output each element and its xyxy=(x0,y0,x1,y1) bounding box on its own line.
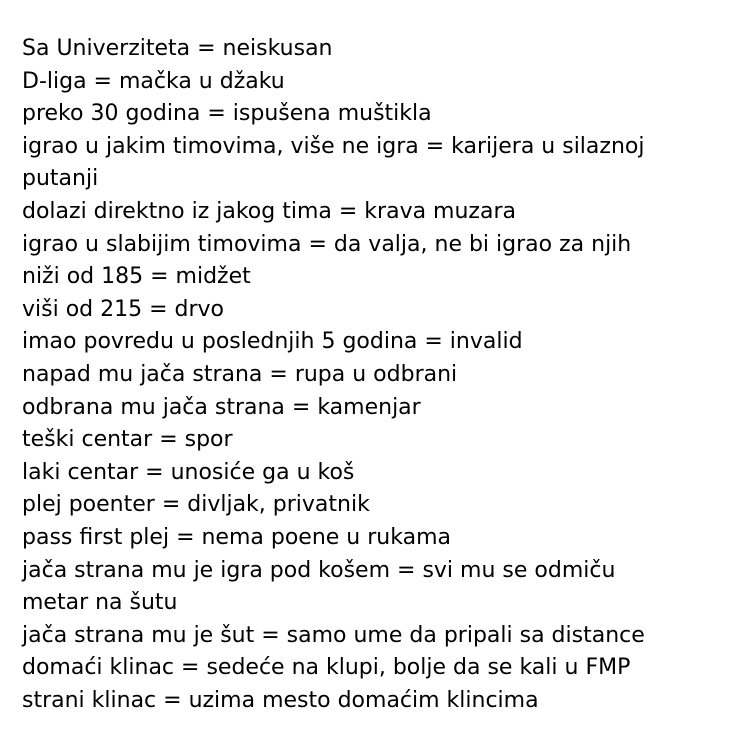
text-line: igrao u slabijim timovima = da valja, ne bi igrao za njih xyxy=(22,231,632,257)
text-line: preko 30 godina = ispušena muštikla xyxy=(22,101,432,127)
text-list xyxy=(22,33,737,717)
text-line: odbrana mu jača strana = kamenjar xyxy=(22,394,421,420)
text-line: napad mu jača strana = rupa u odbrani xyxy=(22,361,458,387)
text-line: laki centar = unosiće ga u koš xyxy=(22,459,355,485)
text-line: putanji xyxy=(22,166,99,192)
text-line: jača strana mu je igra pod košem = svi mu se odmiču xyxy=(22,557,616,583)
text-line: jača strana mu je šut = samo ume da pripali sa distance xyxy=(22,622,645,648)
text-line: pass first plej = nema poene u rukama xyxy=(22,524,451,550)
text-line: domaći klinac = sedeće na klupi, bolje da se kali u FMP xyxy=(22,655,631,681)
text-line: metar na šutu xyxy=(22,590,178,616)
text-line: niži od 185 = midžet xyxy=(22,264,251,290)
text-line: imao povredu u poslednjih 5 godina = invalid xyxy=(22,329,523,355)
text-line: plej poenter = divljak, privatnik xyxy=(22,492,370,518)
text-line: D-liga = mačka u džaku xyxy=(22,68,285,94)
text-line: viši od 215 = drvo xyxy=(22,296,225,322)
text-line: Sa Univerziteta = neiskusan xyxy=(22,36,333,61)
text-line: dolazi direktno iz jakog tima = krava muzara xyxy=(22,198,516,224)
text-line: teški centar = spor xyxy=(22,427,233,453)
text-line: igrao u jakim timovima, više ne igra = karijera u silaznoj xyxy=(22,133,645,159)
text-line: strani klinac = uzima mesto domaćim klincima xyxy=(22,687,539,713)
